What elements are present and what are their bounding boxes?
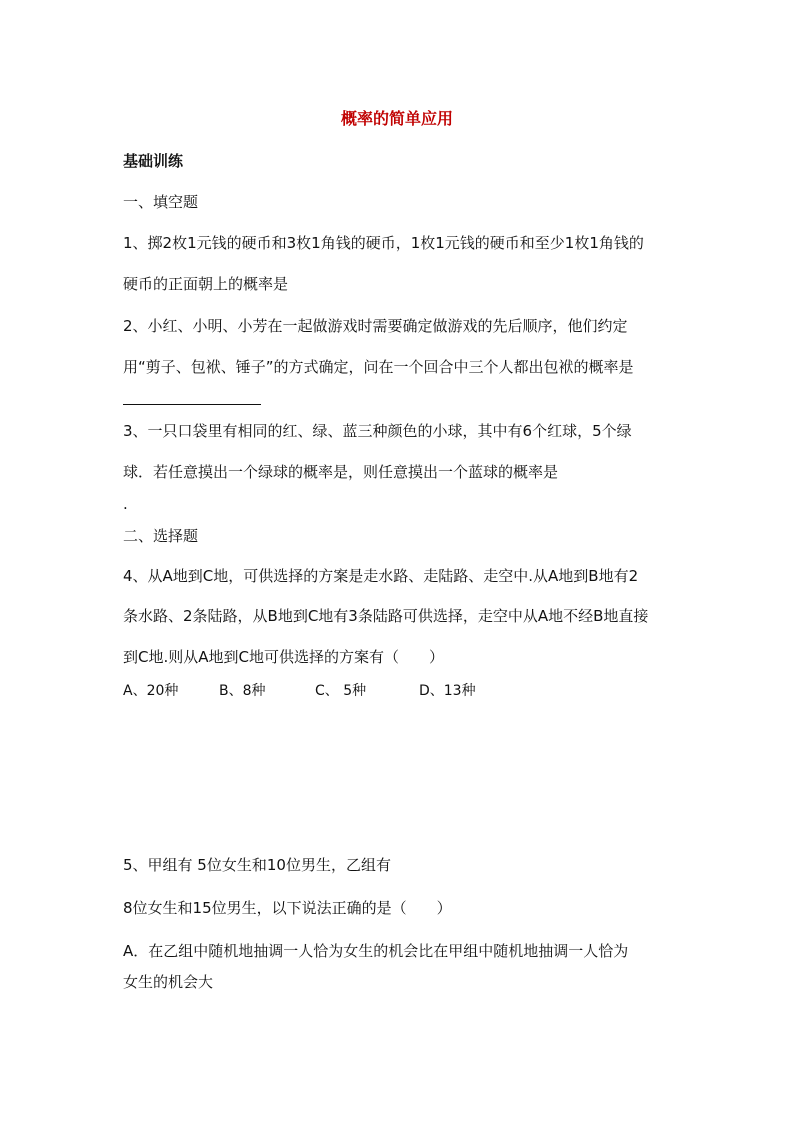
question-2-line-2: 用“剪子、包袱、锤子”的方式确定，问在一个回合中三个人都出包袱的概率是 bbox=[123, 358, 634, 376]
question-3-line-3: . bbox=[123, 495, 128, 513]
question-1-line-2: 硬币的正面朝上的概率是 bbox=[123, 275, 289, 293]
question-2-line-1: 2、小红、小明、小芳在一起做游戏时需要确定做游戏的先后顺序，他们约定 bbox=[123, 317, 628, 335]
question-5-line-2: 8位女生和15位男生，以下说法正确的是（ ） bbox=[123, 899, 452, 917]
question-5-option-a-line-1: A．在乙组中随机地抽调一人恰为女生的机会比在甲组中随机地抽调一人恰为 bbox=[123, 942, 629, 960]
option-d: D、13种 bbox=[419, 683, 476, 699]
question-5-line-1: 5、甲组有 5位女生和10位男生，乙组有 bbox=[123, 856, 391, 874]
answer-blank-line bbox=[123, 404, 261, 405]
option-c: C、 5种 bbox=[315, 683, 367, 699]
question-4-line-3: 到C地.则从A地到C地可供选择的方案有（ ） bbox=[123, 648, 444, 666]
section-heading: 基础训练 bbox=[123, 152, 184, 170]
question-3-line-2: 球．若任意摸出一个绿球的概率是，则任意摸出一个蓝球的概率是 bbox=[123, 463, 559, 481]
option-a: A、20种 bbox=[123, 683, 179, 699]
document-title: 概率的简单应用 bbox=[340, 109, 453, 128]
question-3-line-1: 3、一只口袋里有相同的红、绿、蓝三种颜色的小球，其中有6个红球，5个绿 bbox=[123, 422, 632, 440]
option-b: B、8种 bbox=[219, 683, 266, 699]
part-heading-fill-in: 一、填空题 bbox=[123, 193, 199, 211]
part-heading-choice: 二、选择题 bbox=[123, 527, 199, 545]
question-5-option-a-line-2: 女生的机会大 bbox=[123, 973, 214, 991]
question-4-line-1: 4、从A地到C地，可供选择的方案是走水路、走陆路、走空中.从A地到B地有2 bbox=[123, 567, 639, 585]
question-4-options bbox=[123, 681, 476, 701]
question-1-line-1: 1、掷2枚1元钱的硬币和3枚1角钱的硬币，1枚1元钱的硬币和至少1枚1角钱的 bbox=[123, 234, 644, 252]
question-4-line-2: 条水路、2条陆路，从B地到C地有3条陆路可供选择，走空中从A地不经B地直接 bbox=[123, 607, 649, 625]
